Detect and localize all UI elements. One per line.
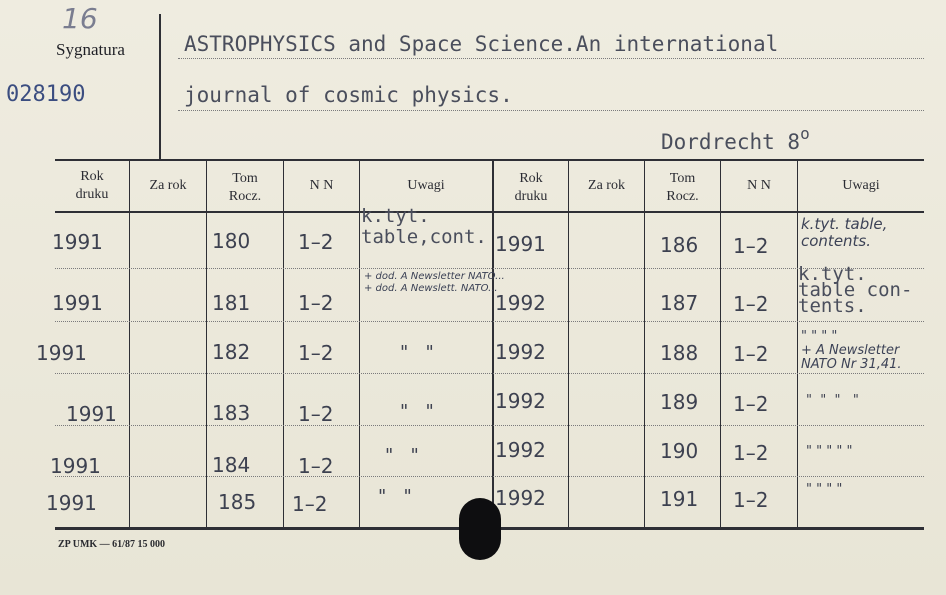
header-rok-druku: [494, 170, 568, 206]
cell-uwagi: " ": [385, 445, 419, 466]
cell-tom: 186: [660, 233, 699, 257]
cell-uwagi: " ": [400, 401, 434, 422]
cell-uwagi: k.tyt. table, contents.: [801, 215, 888, 250]
cell-uwagi: " " " " ": [806, 444, 853, 459]
cell-uwagi: " ": [400, 342, 434, 363]
title-line-2: journal of cosmic physics.: [184, 83, 513, 107]
cell-tom: 190: [660, 439, 699, 463]
signature-label: Sygnatura: [56, 40, 125, 59]
header-tom-rocz-line1: Tom: [232, 171, 258, 186]
cell-tom: 189: [660, 390, 699, 414]
cell-uwagi: " " " ": [806, 393, 859, 408]
publisher: [661, 124, 810, 154]
cell-uwagi: k.tyt. table con- tents.: [798, 263, 913, 317]
punch-hole: [459, 498, 501, 560]
cell-tom: 191: [660, 487, 699, 511]
cell-rok: 1991: [50, 454, 101, 478]
cell-nn: 1–2: [733, 488, 769, 512]
row-rule: [55, 425, 924, 426]
cell-tom: 182: [212, 340, 251, 364]
header-nn: N N: [309, 178, 334, 193]
cell-nn: 1–2: [733, 292, 769, 316]
footer-print-code: ZP UMK — 61/87 15 000: [58, 539, 165, 550]
row-rule: [55, 268, 924, 269]
row-rule: [55, 373, 924, 374]
cell-tom: 183: [212, 401, 251, 425]
header-rok-druku-line1: Rok: [80, 169, 104, 184]
cell-rok: 1991: [36, 341, 87, 365]
cell-nn: 1–2: [733, 342, 769, 366]
title-rule-2: [178, 110, 924, 111]
col-line: [644, 160, 645, 528]
header-uwagi: Uwagi: [842, 178, 880, 193]
center-divider: [492, 160, 494, 528]
table-top-border: [55, 159, 924, 161]
header-tom-rocz-line2: Rocz.: [666, 189, 699, 204]
col-line: [129, 160, 130, 528]
cell-rok: 1991: [66, 402, 117, 426]
header-rok-druku: [56, 168, 128, 204]
cell-nn: 1–2: [298, 230, 334, 254]
header-tom-rocz: [207, 170, 283, 206]
publisher-superscript: o: [800, 124, 810, 143]
col-line: [797, 160, 798, 528]
cell-tom: 188: [660, 341, 699, 365]
cell-rok: 1992: [495, 389, 546, 413]
cell-tom: 181: [212, 291, 251, 315]
signature-divider: [159, 14, 161, 159]
cell-nn: 1–2: [292, 492, 328, 516]
header-za-rok: Za rok: [588, 178, 625, 193]
cell-rok: 1992: [495, 340, 546, 364]
col-line: [359, 160, 360, 528]
corner-number: 16: [62, 2, 98, 35]
col-line: [283, 160, 284, 528]
cell-tom: 180: [212, 229, 251, 253]
cell-nn: 1–2: [733, 441, 769, 465]
cell-rok: 1991: [52, 230, 103, 254]
cell-nn: 1–2: [298, 402, 334, 426]
header-nn: N N: [747, 178, 771, 193]
header-za-rok: Za rok: [149, 178, 187, 193]
cell-nn: 1–2: [298, 341, 334, 365]
cell-tom: 185: [218, 490, 257, 514]
cell-nn: 1–2: [298, 291, 334, 315]
cell-uwagi: " " " " + A Newsletter NATO Nr 31,41.: [801, 329, 902, 372]
cell-rok: 1992: [495, 438, 546, 462]
header-uwagi: Uwagi: [407, 178, 445, 193]
cell-tom: 187: [660, 291, 699, 315]
row-rule: [55, 476, 924, 477]
cell-tom: 184: [212, 453, 251, 477]
cell-uwagi: + dod. A Newsletter NATO... + dod. A Newslett. NATO...: [364, 271, 505, 294]
row-rule: [55, 321, 924, 322]
title-line-1: ASTROPHYSICS and Space Science.An international: [184, 32, 779, 56]
header-tom-rocz: [645, 170, 720, 206]
publisher-text: Dordrecht 8: [661, 130, 801, 154]
header-rok-druku-line2: druku: [514, 189, 548, 204]
header-tom-rocz-line2: Rocz.: [228, 189, 262, 204]
cell-uwagi: " ": [378, 486, 412, 507]
cell-rok: 1991: [52, 291, 103, 315]
cell-uwagi: " " " ": [806, 482, 843, 497]
cell-nn: 1–2: [298, 454, 334, 478]
col-line: [568, 160, 569, 528]
cell-nn: 1–2: [733, 392, 769, 416]
header-rok-druku-line1: Rok: [519, 171, 543, 186]
title-rule-1: [178, 58, 924, 59]
col-line: [720, 160, 721, 528]
header-rok-druku-line2: druku: [75, 187, 109, 202]
col-line: [206, 160, 207, 528]
cell-rok: 1992: [495, 486, 546, 510]
cell-rok: 1991: [495, 232, 546, 256]
signature-value: 028190: [6, 82, 86, 107]
cell-nn: 1–2: [733, 234, 769, 258]
table-header-border: [55, 211, 924, 213]
cell-uwagi: k.tyt. table,cont.: [361, 205, 487, 248]
cell-rok: 1992: [495, 291, 546, 315]
header-tom-rocz-line1: Tom: [669, 171, 696, 186]
cell-rok: 1991: [46, 491, 97, 515]
